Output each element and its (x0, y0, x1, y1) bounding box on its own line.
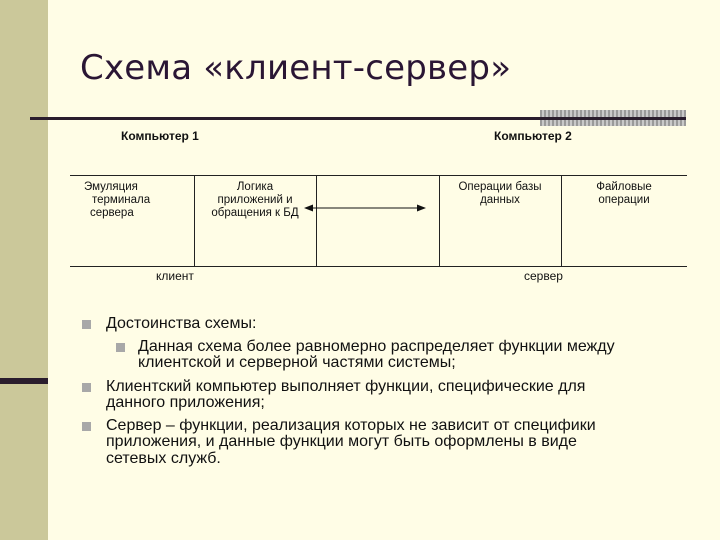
title-accent-bottom (540, 120, 686, 126)
cell-app-logic (198, 181, 312, 220)
bullet-text: Сервер – функции, реализация которых не зависит от специфики (106, 416, 596, 434)
cell-file-line: Файловые (596, 181, 652, 193)
cell-db-line: данных (480, 194, 520, 206)
bullet-text: приложения, и данные функции могут быть оформлены в виде (106, 433, 577, 450)
bullet-item (82, 316, 682, 333)
slide-title: Схема «клиент-сервер» (80, 48, 512, 88)
bullet-item (82, 379, 682, 412)
bullet-square-icon (82, 422, 91, 431)
bullet-text: клиентской и серверной частями системы; (138, 354, 456, 371)
left-decorative-bar (0, 0, 48, 540)
client-label: клиент (156, 269, 194, 283)
diagram-top-line (70, 175, 687, 176)
computer-2-label: Компьютер 2 (494, 129, 572, 143)
sub-bullet-item (82, 339, 682, 372)
bullet-text: сетевых служб. (106, 449, 221, 467)
cell-logic-line: приложений и (217, 194, 293, 206)
bullet-list (82, 316, 682, 473)
bidirectional-arrow-icon (300, 198, 430, 218)
cell-file-operations (564, 181, 684, 207)
bullet-text: Достоинства схемы: (106, 315, 257, 332)
bullet-text: Клиентский компьютер выполняет функции, специфические для (106, 377, 586, 395)
divider-4 (561, 175, 562, 266)
cell-db-operations (442, 181, 558, 207)
cell-emulation (84, 181, 184, 220)
divider-1 (194, 175, 195, 266)
bullet-text: Данная схема более равномерно распределяет функции между (138, 337, 615, 355)
cell-emulation-line: терминала (92, 194, 151, 206)
bullet-item (82, 418, 682, 468)
title-accent-top (540, 110, 686, 117)
cell-db-line: Операции базы (458, 181, 542, 193)
cell-emulation-line: сервера (90, 207, 134, 219)
left-bar-notch (0, 378, 48, 384)
cell-emulation-line: Эмуляция (84, 181, 138, 193)
cell-file-line: операции (598, 194, 650, 206)
server-label: сервер (524, 269, 563, 283)
bullet-square-icon (82, 320, 91, 329)
cell-logic-line: Логика (236, 181, 274, 193)
computer-1-label: Компьютер 1 (121, 129, 199, 143)
cell-logic-line: обращения к БД (211, 207, 299, 219)
bullet-text: данного приложения; (106, 394, 265, 411)
bullet-square-icon (82, 383, 91, 392)
bullet-square-icon (116, 343, 125, 352)
diagram-bottom-line (70, 266, 687, 267)
divider-3 (439, 175, 440, 266)
divider-2 (316, 175, 317, 266)
